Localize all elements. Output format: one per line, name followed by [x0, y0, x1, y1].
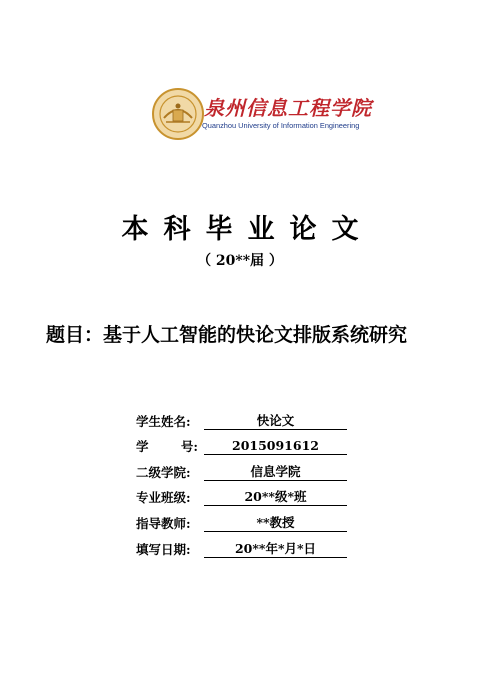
- info-row-student-name: [136, 404, 347, 430]
- thesis-title: 题目：基于人工智能的快论文排版系统研究: [46, 324, 408, 346]
- info-label-part: 学: [136, 439, 149, 455]
- school-logo: [152, 88, 372, 140]
- info-row-college: [136, 455, 347, 481]
- info-row-student-id: [136, 430, 347, 456]
- info-row-date: [136, 532, 347, 558]
- info-label: 指导教师:: [136, 515, 191, 531]
- info-label: 学生姓名:: [136, 413, 191, 429]
- school-name-en: Quanzhou University of Information Engineering: [202, 121, 360, 130]
- graduation-year: （ 20**届 ）: [197, 253, 283, 269]
- info-value: 20**级*班: [204, 489, 347, 506]
- info-row-class: [136, 481, 347, 507]
- school-seal-icon: [152, 88, 204, 140]
- student-info-table: [136, 404, 347, 558]
- info-row-advisor: [136, 506, 347, 532]
- info-value: 2015091612: [204, 438, 347, 455]
- info-value: 信息学院: [204, 464, 347, 481]
- info-label: 专业班级:: [136, 490, 191, 506]
- info-label: 填写日期:: [136, 541, 191, 557]
- info-value: **教授: [204, 515, 347, 532]
- page-title: 本科毕业论文: [121, 214, 374, 245]
- info-label: 二级学院:: [136, 464, 191, 480]
- info-value: 快论文: [204, 413, 347, 430]
- school-name-cn: 泉州信息工程学院: [204, 96, 372, 120]
- info-label-part: 号:: [180, 439, 198, 455]
- info-label: [136, 437, 204, 455]
- info-value: 20**年*月*日: [204, 541, 347, 558]
